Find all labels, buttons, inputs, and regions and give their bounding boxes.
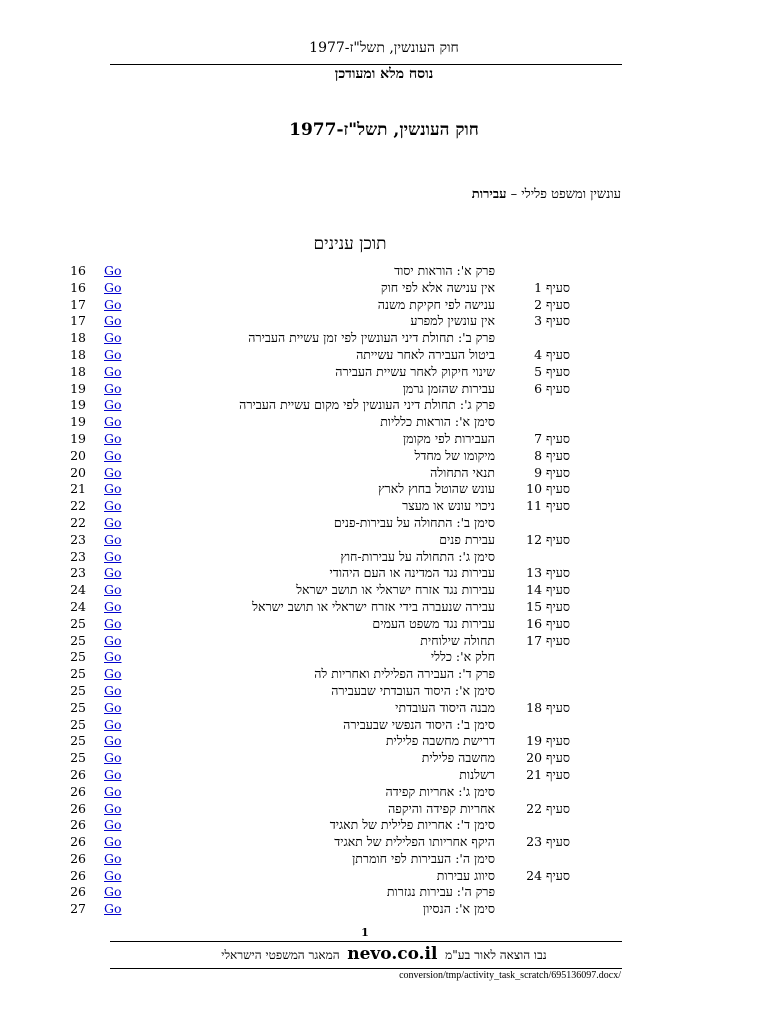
toc-go-link[interactable]: Go bbox=[104, 565, 122, 581]
toc-page-number: 26 bbox=[70, 800, 86, 816]
toc-section-number: סעיף 2 bbox=[534, 296, 570, 312]
toc-page-number: 21 bbox=[70, 481, 86, 497]
toc-section-number: סעיף 1 bbox=[534, 279, 570, 295]
toc-go-link[interactable]: Go bbox=[104, 263, 122, 278]
toc-page-number: 26 bbox=[70, 766, 86, 782]
footer-divider-bottom bbox=[110, 968, 622, 969]
toc-go-link[interactable]: Go bbox=[104, 901, 122, 917]
toc-entry-title: רשלנות bbox=[459, 766, 495, 782]
toc-entry-title: מבנה היסוד העובדתי bbox=[395, 699, 495, 715]
toc-entry-title: חלק א': כללי bbox=[430, 649, 495, 665]
toc-row bbox=[0, 616, 768, 633]
toc-go-link[interactable]: Go bbox=[104, 834, 122, 850]
file-path: conversion/tmp/activity_task_scratch/695136097.docx/ bbox=[399, 970, 621, 981]
footer-divider-top bbox=[110, 941, 622, 942]
toc-go-link[interactable]: Go bbox=[104, 548, 122, 564]
toc-row bbox=[0, 868, 768, 885]
page-number: 1 bbox=[361, 926, 369, 939]
toc-go-link[interactable]: Go bbox=[104, 313, 122, 329]
toc-row bbox=[0, 784, 768, 801]
toc-row bbox=[0, 532, 768, 549]
toc-entry-title: סימן ב': התחולה על עבירות-פנים bbox=[333, 514, 495, 530]
toc-row bbox=[0, 414, 768, 431]
toc-page-number: 25 bbox=[70, 666, 86, 682]
toc-page-number: 23 bbox=[70, 565, 86, 581]
header-title: חוק העונשין, תשל"ז-1977 bbox=[309, 40, 459, 56]
toc-section-number: סעיף 11 bbox=[526, 498, 570, 514]
toc-entry-title: תחולה שילוחית bbox=[420, 632, 495, 648]
footer bbox=[0, 944, 768, 964]
toc-row bbox=[0, 381, 768, 398]
toc-row bbox=[0, 397, 768, 414]
toc-page-number: 25 bbox=[70, 649, 86, 665]
toc-go-link[interactable]: Go bbox=[104, 800, 122, 816]
toc-section-number: סעיף 18 bbox=[526, 699, 570, 715]
toc-page-number: 25 bbox=[70, 682, 86, 698]
toc-page-number: 27 bbox=[70, 901, 86, 917]
toc-go-link[interactable]: Go bbox=[104, 733, 122, 749]
footer-site: nevo.co.il bbox=[347, 944, 438, 964]
toc-section-number: סעיף 9 bbox=[534, 464, 570, 480]
toc-entry-title: עבירות נגד אזרח ישראלי או תושב ישראל bbox=[296, 582, 495, 598]
toc-page-number: 18 bbox=[70, 363, 86, 379]
toc-section-number: סעיף 7 bbox=[534, 430, 570, 446]
toc-page-number: 26 bbox=[70, 834, 86, 850]
toc-section-number: סעיף 13 bbox=[526, 565, 570, 581]
toc-page-number: 25 bbox=[70, 750, 86, 766]
toc-go-link[interactable]: Go bbox=[104, 296, 122, 312]
toc-go-link[interactable]: Go bbox=[104, 682, 122, 698]
toc-row bbox=[0, 465, 768, 482]
toc-section-number: סעיף 23 bbox=[526, 834, 570, 850]
toc-entry-title: מחשבה פלילית bbox=[421, 750, 495, 766]
toc-list bbox=[0, 263, 768, 918]
toc-entry-title: ניכוי עונש או מעצר bbox=[402, 498, 495, 514]
toc-row bbox=[0, 851, 768, 868]
toc-row bbox=[0, 565, 768, 582]
toc-row bbox=[0, 901, 768, 918]
toc-row bbox=[0, 330, 768, 347]
toc-row bbox=[0, 347, 768, 364]
toc-go-link[interactable]: Go bbox=[104, 514, 122, 530]
toc-go-link[interactable]: Go bbox=[104, 498, 122, 514]
toc-entry-title: ביטול העבירה לאחר עשייתה bbox=[356, 346, 495, 362]
toc-page-number: 24 bbox=[70, 598, 86, 614]
toc-entry-title: סימן א': הנסיון bbox=[422, 901, 495, 917]
toc-page-number: 25 bbox=[70, 733, 86, 749]
toc-entry-title: פרק ד': העבירה הפלילית ואחריות לה bbox=[314, 666, 495, 682]
toc-entry-title: דרישת מחשבה פלילית bbox=[385, 733, 495, 749]
toc-section-number: סעיף 22 bbox=[526, 800, 570, 816]
toc-entry-title: סימן ג': התחולה על עבירות-חוץ bbox=[340, 548, 495, 564]
footer-publisher: נבו הוצאה לאור בע"מ bbox=[445, 948, 547, 962]
toc-entry-title: ענישה לפי חקיקת משנה bbox=[377, 296, 495, 312]
toc-page-number: 18 bbox=[70, 346, 86, 362]
toc-row bbox=[0, 515, 768, 532]
toc-entry-title: עבירות שהזמן גרמן bbox=[402, 380, 495, 396]
toc-row bbox=[0, 683, 768, 700]
toc-entry-title: פרק ב': תחולת דיני העונשין לפי זמן עשיית העבירה bbox=[248, 330, 495, 346]
toc-go-link[interactable]: Go bbox=[104, 783, 122, 799]
toc-section-number: סעיף 14 bbox=[526, 582, 570, 598]
toc-go-link[interactable]: Go bbox=[104, 766, 122, 782]
toc-entry-title: פרק ג': תחולת דיני העונשין לפי מקום עשיית העבירה bbox=[239, 397, 495, 413]
toc-section-number: סעיף 6 bbox=[534, 380, 570, 396]
toc-row bbox=[0, 801, 768, 818]
toc-page-number: 19 bbox=[70, 430, 86, 446]
toc-go-link[interactable]: Go bbox=[104, 363, 122, 379]
toc-row bbox=[0, 280, 768, 297]
toc-row bbox=[0, 448, 768, 465]
toc-page-number: 26 bbox=[70, 783, 86, 799]
toc-row bbox=[0, 717, 768, 734]
toc-go-link[interactable]: Go bbox=[104, 615, 122, 631]
toc-row bbox=[0, 884, 768, 901]
toc-section-number: סעיף 4 bbox=[534, 346, 570, 362]
header-subtitle: נוסח מלא ומעודכן bbox=[334, 66, 434, 82]
toc-go-link[interactable]: Go bbox=[104, 330, 122, 346]
toc-page-number: 26 bbox=[70, 884, 86, 900]
toc-entry-title: עבירת פנים bbox=[439, 531, 495, 547]
toc-go-link[interactable]: Go bbox=[104, 632, 122, 648]
toc-row bbox=[0, 364, 768, 381]
toc-page-number: 17 bbox=[70, 296, 86, 312]
toc-go-link[interactable]: Go bbox=[104, 598, 122, 614]
toc-page-number: 25 bbox=[70, 699, 86, 715]
toc-go-link[interactable]: Go bbox=[104, 582, 122, 598]
toc-entry-title: אין עונשין למפרע bbox=[410, 313, 495, 329]
toc-entry-title: אחריות קפידה והיקפה bbox=[388, 800, 495, 816]
toc-entry-title: היקף אחריותו הפלילית של תאגיד bbox=[334, 834, 495, 850]
toc-go-link[interactable]: Go bbox=[104, 884, 122, 900]
toc-entry-title: סימן א': הוראות כלליות bbox=[380, 414, 495, 430]
header-divider bbox=[110, 64, 622, 65]
toc-go-link[interactable]: Go bbox=[104, 380, 122, 396]
toc-row bbox=[0, 750, 768, 767]
toc-page-number: 18 bbox=[70, 330, 86, 346]
toc-page-number: 25 bbox=[70, 632, 86, 648]
toc-section-number: סעיף 19 bbox=[526, 733, 570, 749]
document-title: חוק העונשין, תשל"ז-1977 bbox=[289, 120, 479, 140]
toc-page-number: 16 bbox=[70, 279, 86, 295]
toc-section-number: סעיף 20 bbox=[526, 750, 570, 766]
toc-go-link[interactable]: Go bbox=[104, 817, 122, 833]
toc-page-number: 25 bbox=[70, 716, 86, 732]
toc-row bbox=[0, 313, 768, 330]
toc-entry-title: העבירות לפי מקומן bbox=[402, 430, 495, 446]
toc-entry-title: סימן ב': היסוד הנפשי שבעבירה bbox=[343, 716, 495, 732]
toc-row bbox=[0, 498, 768, 515]
toc-go-link[interactable]: Go bbox=[104, 447, 122, 463]
toc-row bbox=[0, 582, 768, 599]
toc-entry-title: פרק ה': עבירות נגזרות bbox=[386, 884, 495, 900]
toc-entry-title: סימן ג': אחריות קפידה bbox=[385, 783, 495, 799]
toc-page-number: 25 bbox=[70, 615, 86, 631]
toc-section-number: סעיף 8 bbox=[534, 447, 570, 463]
toc-page-number: 19 bbox=[70, 414, 86, 430]
toc-entry-title: עבירה שנעברה בידי אזרח ישראלי או תושב ישראל bbox=[252, 598, 495, 614]
toc-entry-title: פרק א': הוראות יסוד bbox=[394, 263, 495, 278]
toc-section-number: סעיף 21 bbox=[526, 766, 570, 782]
toc-section-number: סעיף 12 bbox=[526, 531, 570, 547]
toc-page-number: 22 bbox=[70, 514, 86, 530]
toc-row bbox=[0, 733, 768, 750]
toc-entry-title: עבירות נגד המדינה או העם היהודי bbox=[329, 565, 495, 581]
toc-row bbox=[0, 700, 768, 717]
toc-go-link[interactable]: Go bbox=[104, 666, 122, 682]
toc-go-link[interactable]: Go bbox=[104, 531, 122, 547]
toc-row bbox=[0, 633, 768, 650]
toc-section-number: סעיף 3 bbox=[534, 313, 570, 329]
toc-row bbox=[0, 666, 768, 683]
category-line bbox=[472, 186, 621, 202]
toc-section-number: סעיף 24 bbox=[526, 867, 570, 883]
toc-entry-title: סיווג עבירות bbox=[436, 867, 495, 883]
toc-row bbox=[0, 549, 768, 566]
toc-heading: תוכן ענינים bbox=[313, 234, 387, 254]
toc-entry-title: תנאי התחולה bbox=[430, 464, 495, 480]
toc-go-link[interactable]: Go bbox=[104, 430, 122, 446]
toc-page-number: 19 bbox=[70, 380, 86, 396]
toc-page-number: 20 bbox=[70, 447, 86, 463]
toc-page-number: 26 bbox=[70, 850, 86, 866]
toc-page-number: 23 bbox=[70, 531, 86, 547]
toc-page-number: 26 bbox=[70, 867, 86, 883]
toc-go-link[interactable]: Go bbox=[104, 346, 122, 362]
toc-page-number: 22 bbox=[70, 498, 86, 514]
toc-go-link[interactable]: Go bbox=[104, 649, 122, 665]
toc-row bbox=[0, 481, 768, 498]
toc-go-link[interactable]: Go bbox=[104, 750, 122, 766]
toc-row bbox=[0, 834, 768, 851]
category-prefix: עונשין ומשפט פלילי – bbox=[506, 187, 621, 202]
toc-entry-title: עבירות נגד משפט העמים bbox=[372, 615, 495, 631]
toc-page-number: 20 bbox=[70, 464, 86, 480]
toc-go-link[interactable]: Go bbox=[104, 867, 122, 883]
toc-section-number: סעיף 15 bbox=[526, 598, 570, 614]
toc-row bbox=[0, 263, 768, 280]
toc-page-number: 23 bbox=[70, 548, 86, 564]
toc-row bbox=[0, 431, 768, 448]
toc-go-link[interactable]: Go bbox=[104, 397, 122, 413]
toc-go-link[interactable]: Go bbox=[104, 850, 122, 866]
toc-section-number: סעיף 16 bbox=[526, 615, 570, 631]
toc-page-number: 17 bbox=[70, 313, 86, 329]
toc-row bbox=[0, 599, 768, 616]
toc-section-number: סעיף 17 bbox=[526, 632, 570, 648]
toc-row bbox=[0, 817, 768, 834]
toc-entry-title: שינוי חיקוק לאחר עשיית העבירה bbox=[335, 363, 495, 379]
toc-row bbox=[0, 297, 768, 314]
toc-go-link[interactable]: Go bbox=[104, 464, 122, 480]
toc-page-number: 26 bbox=[70, 817, 86, 833]
toc-section-number: סעיף 10 bbox=[526, 481, 570, 497]
toc-go-link[interactable]: Go bbox=[104, 279, 122, 295]
toc-entry-title: אין ענישה אלא לפי חוק bbox=[380, 279, 495, 295]
toc-go-link[interactable]: Go bbox=[104, 716, 122, 732]
toc-page-number: 24 bbox=[70, 582, 86, 598]
toc-entry-title: עונש שהוטל בחוץ לארץ bbox=[378, 481, 495, 497]
toc-page-number: 19 bbox=[70, 397, 86, 413]
toc-entry-title: מיקומו של מחדל bbox=[414, 447, 495, 463]
toc-go-link[interactable]: Go bbox=[104, 481, 122, 497]
toc-entry-title: סימן ד': אחריות פלילית של תאגיד bbox=[329, 817, 495, 833]
footer-tagline: המאגר המשפטי הישראלי bbox=[221, 948, 340, 962]
toc-go-link[interactable]: Go bbox=[104, 414, 122, 430]
toc-row bbox=[0, 649, 768, 666]
toc-go-link[interactable]: Go bbox=[104, 699, 122, 715]
toc-entry-title: סימן א': היסוד העובדתי שבעבירה bbox=[331, 682, 495, 698]
toc-entry-title: סימן ה': העבירות לפי חומרתן bbox=[352, 850, 495, 866]
toc-section-number: סעיף 5 bbox=[534, 363, 570, 379]
toc-row bbox=[0, 767, 768, 784]
toc-page-number: 16 bbox=[70, 263, 86, 278]
category-bold: עבירות bbox=[471, 187, 507, 202]
